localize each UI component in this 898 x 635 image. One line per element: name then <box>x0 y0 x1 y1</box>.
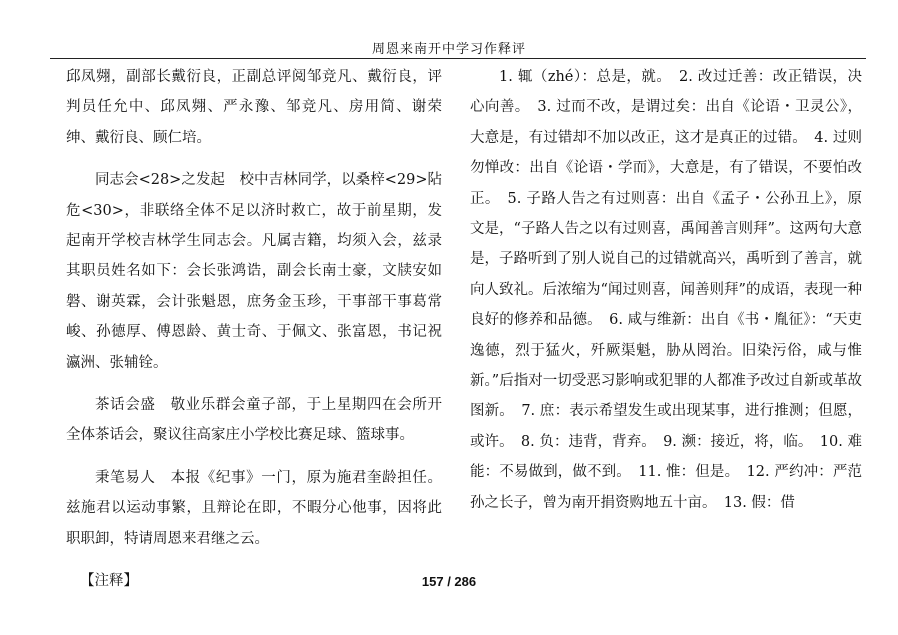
paragraph-editor-change: 秉笔易人 本报《纪事》一门，原为施君奎龄担任。兹施君以运动事繁，且辩论在即，不暇分心他事，因将此职职卸，特请周恩来君继之云。 <box>66 469 442 547</box>
paragraph-gap <box>66 554 442 566</box>
paragraph-gap <box>66 451 442 463</box>
paragraph-judges-list: 邱凤翙，副部长戴衍良，正副总评阅邹竞凡、戴衍良，评判员任允中、邱凤翙、严永豫、邹竞凡、房用简、谢荣绅、戴衍良、顾仁培。 <box>66 69 442 146</box>
header-divider <box>50 58 866 59</box>
paragraph-gap <box>66 153 442 165</box>
left-text-column <box>66 62 442 597</box>
paragraph-gap <box>66 378 442 390</box>
paragraph-jilin-student-society: 同志会<28>之发起 校中吉林同学，以桑梓<29>阽危<30>，非联络全体不足以济时救亡，故于前星期，发起南开学校吉林学生同志会。凡属吉籍，均须入会，兹录其职员姓名如下：会长张鸿诰，副会长南士豪，文牍安如磐、谢英霖，会计张魁恩，庶务金玉珍，干事部干事葛常峻、孙德厚、傅恩龄、黄士奇、于佩文、张富恩，书记祝瀛洲、张辅铨。 <box>66 172 442 371</box>
right-text-column <box>470 62 862 518</box>
annotations-paragraph: 1. 辄（zhé）：总是，就。 2. 改过迁善：改正错误，决心向善。 3. 过而不改，是谓过矣：出自《论语・卫灵公》，大意是，有过错却不加以改正，这才是真正的过错。 4. 过则勿惮改：出自《论语・学而》，大意是，有了错误，不要怕改正。 5. 子路人告之有过则喜：出自《孟子・公孙丑上》，原文是，“子路人告之以有过则喜，禹闻善言则拜”。这两句大意是，子路听到了别人说自己的过错就高兴，禹听到了善言，就向人致礼。后浓缩为“闻过则喜，闻善则拜”的成语，表现一种良好的修养和品德。 6. 咸与维新：出自《书・胤征》：“天吏逸德，烈于猛火，歼厥渠魁，胁从罔治。旧染污俗，咸与惟新。”后指对一切受恶习影响或犯罪的人都准予改过自新或革故图新。 7. 庶：表示希望发生或出现某事，进行推测；但愿，或许。 8. 负：违背，背弃。 9. 濒：接近，将，临。 10. 难能：不易做到，做不到。 11. 惟：但是。 12. 严约冲：严范孙之长子，曾为南开捐资购地五十亩。 13. 假：借 <box>470 69 862 511</box>
notes-heading: 【注释】 <box>80 573 138 590</box>
paragraph-tea-party: 茶话会盛 敬业乐群会童子部，于上星期四在会所开全体茶话会，聚议往高家庄小学校比赛足球、篮球事。 <box>66 397 442 444</box>
page-number: 157 / 286 <box>421 574 477 589</box>
running-header-title: 周恩来南开中学习作释评 <box>371 42 526 57</box>
